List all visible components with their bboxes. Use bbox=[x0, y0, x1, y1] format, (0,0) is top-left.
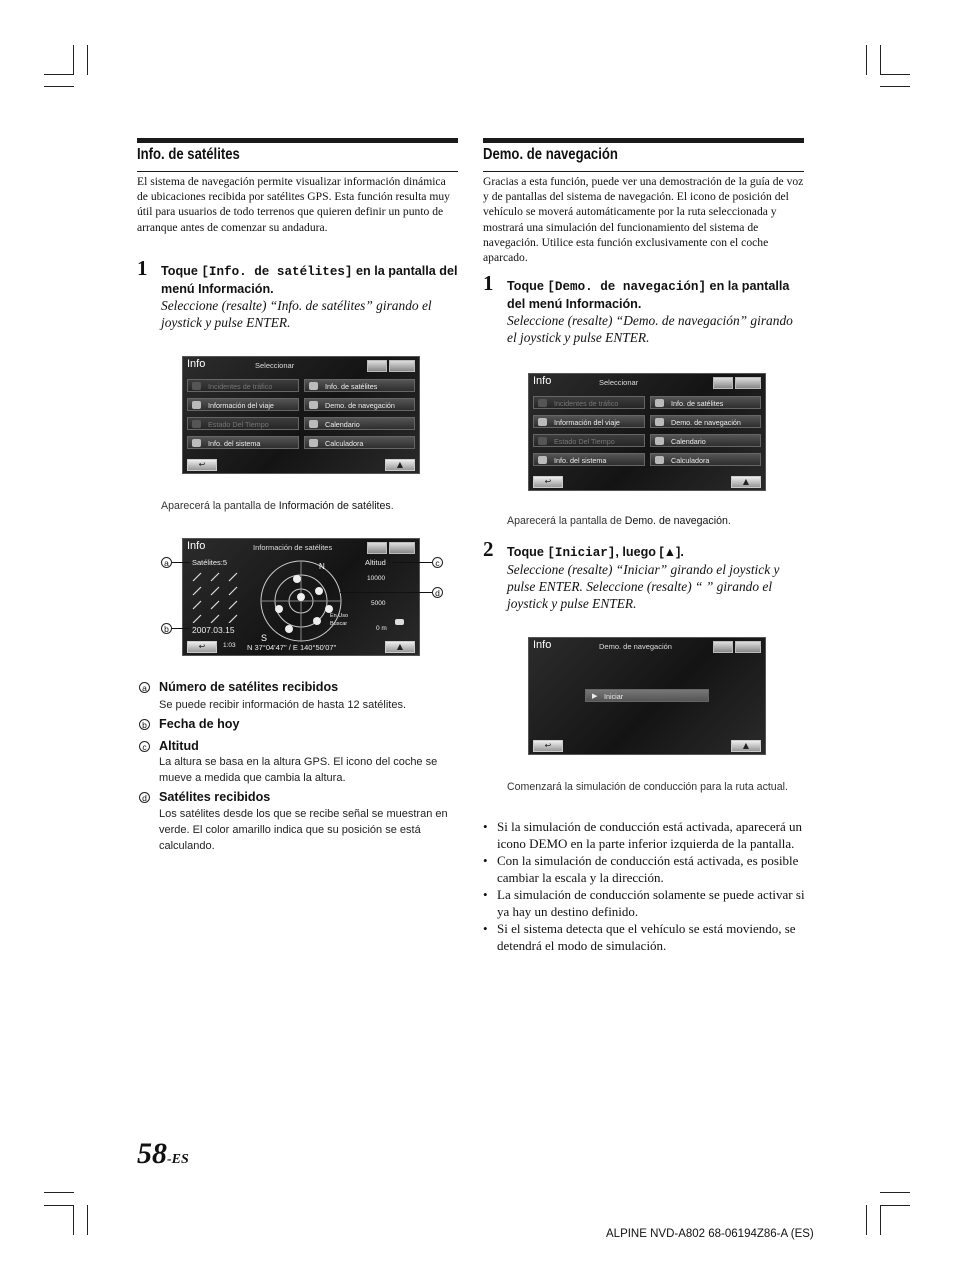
menu-item-demo: Demo. de navegación bbox=[304, 398, 415, 411]
step-instruction: Toque [Demo. de navegación] en la pantalla del menú Información. bbox=[507, 279, 790, 311]
legend-mark-b: b bbox=[139, 719, 150, 730]
back-icon: ↩ bbox=[187, 641, 217, 653]
section-header bbox=[137, 138, 458, 172]
weather-icon bbox=[192, 420, 201, 428]
up-arrow-icon: ▲ bbox=[731, 740, 761, 752]
crop-mark bbox=[87, 1205, 88, 1235]
menu-item-calculator: Calculadora bbox=[304, 436, 415, 449]
intro-paragraph: El sistema de navegación permite visualizar información dinámica de ubicaciones recibida por satélites GPS. Esta función resulta muy útil para usuarios de todo terrenos que quieren definir un punto de arranque antes de comenzar su andadura. bbox=[137, 175, 450, 234]
calendar-icon bbox=[655, 437, 664, 445]
crop-mark bbox=[880, 1192, 910, 1193]
legend-in-use: En Uso bbox=[330, 613, 349, 619]
window-icon bbox=[367, 542, 387, 554]
satellite-sky-chart bbox=[259, 559, 343, 643]
current-date: 2007.03.15 bbox=[192, 625, 235, 635]
crop-mark bbox=[73, 45, 74, 75]
screen-subtitle: Demo. de navegación bbox=[599, 642, 672, 651]
section-title: Demo. de navegación bbox=[483, 146, 618, 163]
altitude-label: Altitud bbox=[365, 558, 386, 567]
callout-line bbox=[172, 562, 190, 563]
system-icon bbox=[538, 456, 547, 464]
satellite-count: Satélites:5 bbox=[192, 558, 228, 567]
window-icon bbox=[713, 641, 733, 653]
crop-mark bbox=[44, 1205, 74, 1206]
up-arrow-icon: ▲ bbox=[385, 459, 415, 471]
legend-title: Altitud bbox=[159, 739, 199, 753]
screen-caption: Comenzará la simulación de conducción para la ruta actual. bbox=[507, 781, 788, 793]
list-item: • La simulación de conducción solamente se puede activar si ya hay un destino definido. bbox=[483, 886, 805, 920]
legend-text: La altura se basa en la altura GPS. El icono del coche se mueve a medida que cambia la altura. bbox=[159, 756, 438, 784]
menu-item-trip: Información del viaje bbox=[187, 398, 299, 411]
step-instruction: Toque [Info. de satélites] en la pantalla del menú Información. bbox=[161, 264, 458, 296]
page-number: 58-ES bbox=[137, 1137, 189, 1170]
crop-mark bbox=[880, 86, 910, 87]
menu-item-system: Info. del sistema bbox=[187, 436, 299, 449]
grid-icon bbox=[735, 641, 761, 653]
grid-icon bbox=[735, 377, 761, 389]
legend-title: Satélites recibidos bbox=[159, 790, 271, 804]
back-icon: ↩ bbox=[187, 459, 217, 471]
screen-subtitle: Información de satélites bbox=[253, 543, 333, 552]
callout-a: a bbox=[161, 557, 172, 568]
step-italic-note: Seleccione (resalte) “Iniciar” girando el joystick y pulse ENTER. Seleccione (resalte) “ ” girando el joystick y pulse ENTER. bbox=[507, 562, 780, 611]
altitude-tick: 5000 bbox=[371, 600, 386, 607]
key-label: [Demo. de navegación] bbox=[547, 280, 707, 294]
key-label: [Iniciar] bbox=[547, 546, 616, 560]
menu-item-satellites: Info. de satélites bbox=[650, 396, 761, 409]
menu-item-calendar: Calendario bbox=[304, 417, 415, 430]
crop-mark bbox=[44, 74, 74, 75]
callout-d: d bbox=[432, 587, 443, 598]
legend-mark-a: a bbox=[139, 682, 150, 693]
callout-line bbox=[392, 562, 432, 563]
screen-caption: Aparecerá la pantalla de Información de satélites. bbox=[161, 500, 394, 512]
compass-north-label: N bbox=[319, 562, 325, 571]
legend-search: Buscar bbox=[330, 621, 348, 627]
list-item: • Si el sistema detecta que el vehículo se está moviendo, se detendrá el modo de simulación. bbox=[483, 920, 805, 954]
calendar-icon bbox=[309, 420, 318, 428]
up-arrow-icon: ▲ bbox=[663, 545, 677, 559]
crop-mark bbox=[880, 1205, 910, 1206]
step-instruction: Toque [Iniciar], luego [▲]. bbox=[507, 545, 684, 560]
section-title: Info. de satélites bbox=[137, 146, 240, 163]
satellite-grid-icons bbox=[191, 571, 243, 623]
menu-item-system: Info. del sistema bbox=[533, 453, 645, 466]
legend-title: Fecha de hoy bbox=[159, 717, 240, 731]
menu-item-weather: Estado Del Tiempo bbox=[187, 417, 299, 430]
car-icon bbox=[655, 418, 664, 426]
step-number: 2 bbox=[483, 537, 494, 561]
crop-mark bbox=[44, 86, 74, 87]
menu-item-calendar: Calendario bbox=[650, 434, 761, 447]
trip-icon bbox=[192, 401, 201, 409]
play-icon: ▶ bbox=[592, 693, 598, 700]
step-italic-note: Seleccione (resalte) “Demo. de navegación” girando el joystick y pulse ENTER. bbox=[507, 313, 793, 345]
demo-navigation-screenshot bbox=[528, 637, 766, 755]
grid-icon bbox=[389, 542, 415, 554]
screen-titlebar bbox=[183, 539, 419, 555]
crop-mark bbox=[866, 45, 867, 75]
document-code: ALPINE NVD-A802 68-06194Z86-A (ES) bbox=[606, 1228, 814, 1240]
satellite-icon bbox=[655, 399, 664, 407]
back-icon: ↩ bbox=[533, 476, 563, 488]
screen-titlebar bbox=[183, 357, 419, 373]
screen-subtitle: Seleccionar bbox=[599, 378, 639, 387]
calculator-icon bbox=[655, 456, 664, 464]
section-header bbox=[483, 138, 804, 172]
screen-title: Info bbox=[187, 358, 206, 370]
legend-mark-c: c bbox=[139, 741, 150, 752]
legend-text: Se puede recibir información de hasta 12 satélites. bbox=[159, 699, 407, 711]
start-button: ▶ Iniciar bbox=[585, 689, 709, 702]
crop-mark bbox=[880, 1205, 881, 1235]
crop-mark bbox=[866, 1205, 867, 1235]
intro-paragraph: Gracias a esta función, puede ver una demostración de la guía de voz y de pantallas del sistema de navegación. El icono de posición del vehículo se moverá automáticamente por la ruta seleccionada y mostrará una simulación del funcionamiento del sistema de navegación. Utilice esta función exclusivamente con el coche aparcado. bbox=[483, 175, 804, 265]
traffic-icon bbox=[538, 399, 547, 407]
legend-mark-d: d bbox=[139, 792, 150, 803]
satellite-icon bbox=[309, 382, 318, 390]
callout-b: b bbox=[161, 623, 172, 634]
list-item: • Con la simulación de conducción está activada, es posible cambiar la escala y la dirección. bbox=[483, 852, 805, 886]
altitude-tick: 10000 bbox=[367, 575, 386, 582]
menu-item-trip: Información del viaje bbox=[533, 415, 645, 428]
screen-caption: Aparecerá la pantalla de Demo. de navegación. bbox=[507, 515, 731, 527]
step-italic-note: Seleccione (resalte) “Info. de satélites” girando el joystick y pulse ENTER. bbox=[161, 298, 432, 330]
window-icon bbox=[713, 377, 733, 389]
info-menu-screenshot bbox=[182, 356, 420, 474]
callout-line bbox=[340, 592, 432, 593]
traffic-icon bbox=[192, 382, 201, 390]
callout-line bbox=[172, 628, 190, 629]
crop-mark bbox=[44, 1192, 74, 1193]
window-icon bbox=[367, 360, 387, 372]
back-icon: ↩ bbox=[533, 740, 563, 752]
menu-item-demo: Demo. de navegación bbox=[650, 415, 761, 428]
step-number: 1 bbox=[483, 271, 494, 295]
screen-title: Info bbox=[187, 540, 206, 552]
step-number: 1 bbox=[137, 256, 148, 280]
current-time: 1:03 bbox=[223, 642, 236, 649]
menu-item-calculator: Calculadora bbox=[650, 453, 761, 466]
crop-mark bbox=[73, 1205, 74, 1235]
crop-mark bbox=[880, 45, 881, 75]
up-arrow-icon: ▲ bbox=[731, 476, 761, 488]
crop-mark bbox=[87, 45, 88, 75]
screen-statusbar bbox=[183, 641, 419, 655]
up-arrow-icon: ▲ bbox=[385, 641, 415, 653]
menu-item-traffic: Incidentes de tráfico bbox=[187, 379, 299, 392]
screen-titlebar bbox=[529, 374, 765, 390]
menu-item-satellites: Info. de satélites bbox=[304, 379, 415, 392]
screen-subtitle: Seleccionar bbox=[255, 361, 295, 370]
weather-icon bbox=[538, 437, 547, 445]
screen-title: Info bbox=[533, 639, 552, 651]
callout-c: c bbox=[432, 557, 443, 568]
satellite-info-screenshot bbox=[182, 538, 420, 656]
system-icon bbox=[192, 439, 201, 447]
info-menu-screenshot bbox=[528, 373, 766, 491]
car-icon bbox=[309, 401, 318, 409]
menu-item-weather: Estado Del Tiempo bbox=[533, 434, 645, 447]
notes-list bbox=[483, 818, 805, 954]
legend-title: Número de satélites recibidos bbox=[159, 680, 339, 694]
screen-title: Info bbox=[533, 375, 552, 387]
screen-titlebar bbox=[529, 638, 765, 654]
calculator-icon bbox=[309, 439, 318, 447]
crop-mark bbox=[880, 74, 910, 75]
altitude-tick: 0 m bbox=[376, 625, 387, 632]
key-label: [Info. de satélites] bbox=[201, 265, 353, 279]
legend-text: Los satélites desde los que se recibe señal se muestran en verde. El color amarillo indica que su posición se está calculando. bbox=[159, 808, 448, 852]
coordinates: N 37°04'47" / E 140°50'07" bbox=[247, 643, 337, 652]
grid-icon bbox=[389, 360, 415, 372]
menu-item-traffic: Incidentes de tráfico bbox=[533, 396, 645, 409]
list-item: • Si la simulación de conducción está activada, aparecerá un icono DEMO en la parte inferior izquierda de la pantalla. bbox=[483, 818, 805, 852]
compass-south-label: S bbox=[261, 633, 268, 643]
car-icon bbox=[395, 619, 404, 625]
trip-icon bbox=[538, 418, 547, 426]
